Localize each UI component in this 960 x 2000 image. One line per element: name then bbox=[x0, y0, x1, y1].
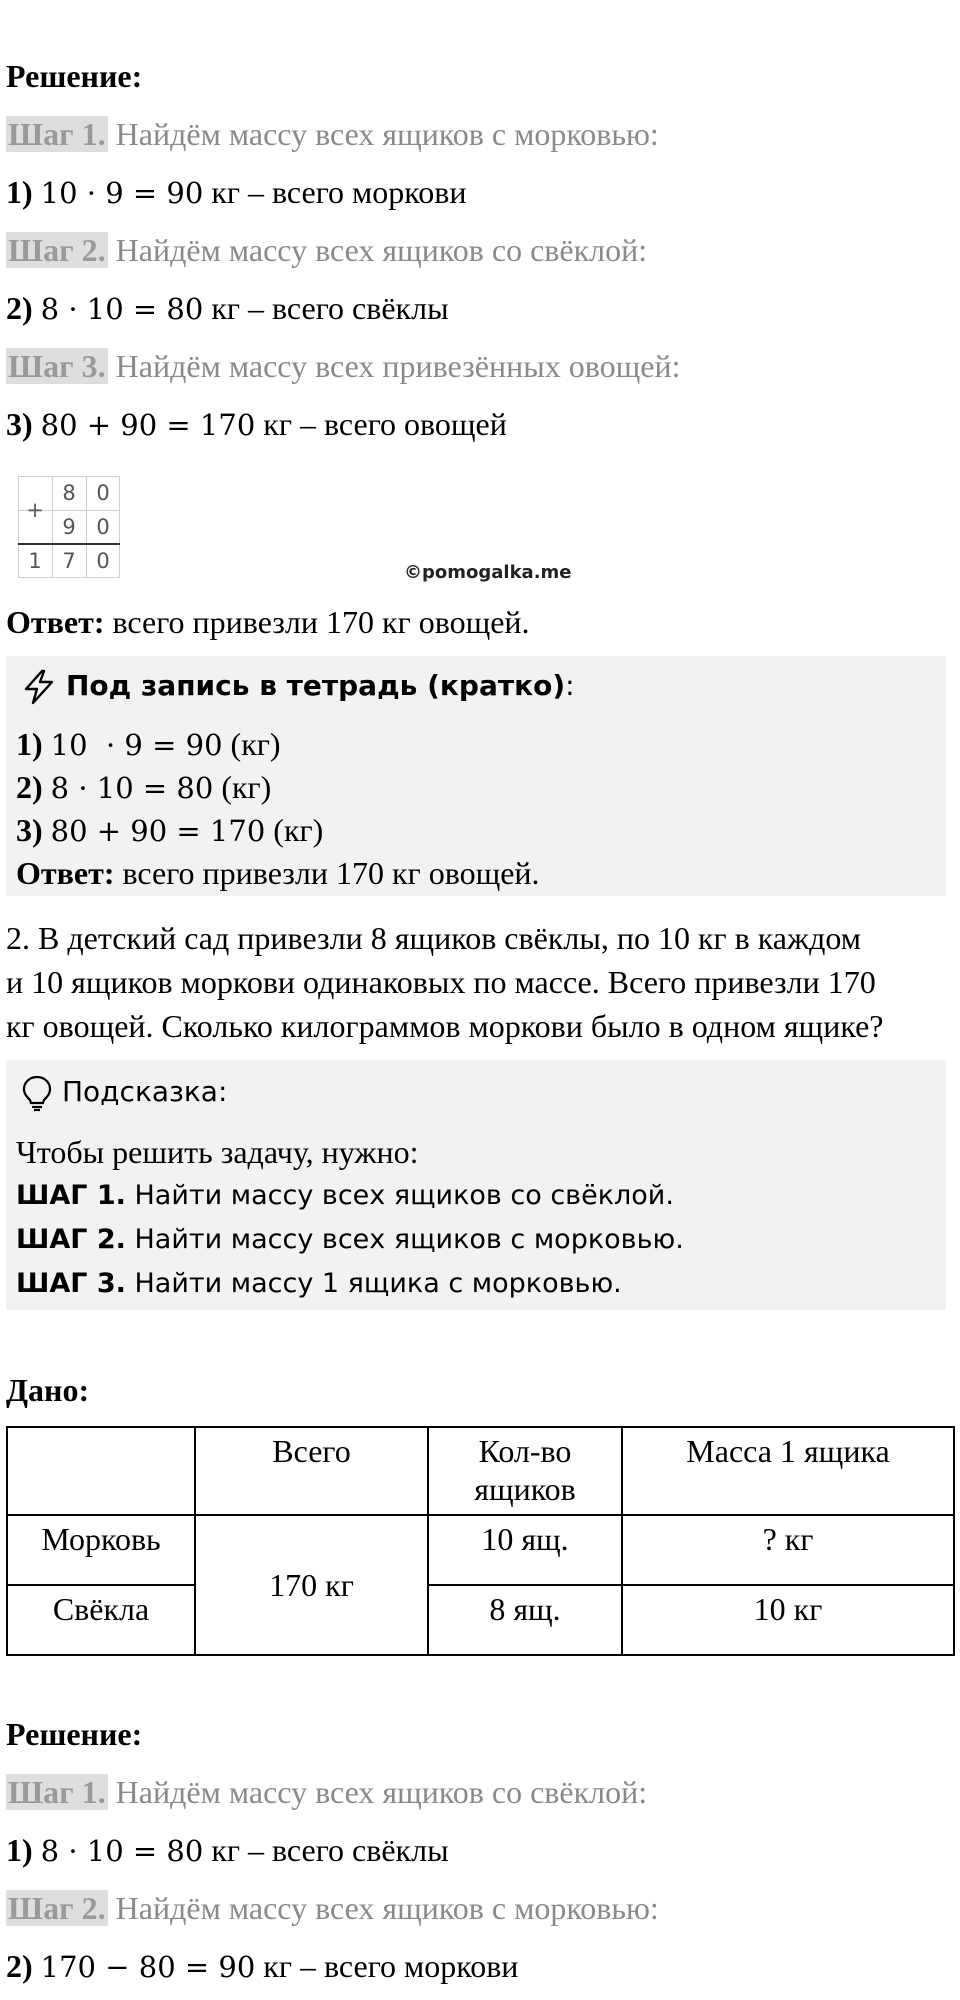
calc-unit: кг – всего овощей bbox=[263, 406, 507, 442]
answer-text: всего привезли 170 кг овощей. bbox=[122, 855, 540, 891]
notebook-box bbox=[6, 656, 946, 896]
table-row bbox=[7, 1585, 954, 1655]
step-text: Найдём массу всех ящиков со свёклой: bbox=[115, 1774, 648, 1810]
calc-line-3 bbox=[6, 404, 507, 445]
lightbulb-icon bbox=[20, 1074, 54, 1112]
grid-line bbox=[119, 476, 120, 578]
hint-step-text: Найти массу всех ящиков с морковью. bbox=[134, 1224, 684, 1255]
table-cell-total: 170 кг bbox=[195, 1515, 428, 1655]
problem-line-3: кг овощей. Сколько килограммов моркови было в одном ящике? bbox=[6, 1008, 884, 1044]
step-label: Шаг 2. bbox=[8, 1890, 106, 1926]
notebook-title-suffix: : bbox=[565, 669, 575, 702]
answer-label: Ответ: bbox=[16, 855, 115, 891]
lightning-icon bbox=[20, 669, 58, 705]
hint-step-label: ШАГ 1. bbox=[16, 1180, 126, 1211]
problem-line-2: и 10 ящиков моркови одинаковых по массе. Всего привезли 170 bbox=[6, 964, 876, 1000]
calc-unit: (кг) bbox=[230, 726, 281, 762]
calc-expression: 8 · 10 = 80 bbox=[50, 771, 214, 805]
digit: 0 bbox=[96, 481, 110, 505]
solution-heading: Решение: bbox=[6, 1716, 143, 1752]
calc-unit: кг – всего моркови bbox=[263, 1948, 519, 1984]
notebook-title-text: Под запись в тетрадь (кратко) bbox=[66, 669, 566, 702]
problem-line-1: 2. В детский сад привезли 8 ящиков свёклы, по 10 кг в каждом bbox=[6, 920, 862, 956]
calc-number: 2) bbox=[6, 290, 33, 326]
hint-step-text: Найти массу всех ящиков со свёклой. bbox=[134, 1180, 674, 1211]
step-text: Найдём массу всех привезённых овощей: bbox=[115, 348, 681, 384]
calc-unit: кг – всего свёклы bbox=[211, 290, 449, 326]
calc-number: 3) bbox=[16, 812, 43, 848]
notebook-line-3 bbox=[16, 810, 323, 851]
step-label: Шаг 3. bbox=[8, 348, 106, 384]
hint-step-text: Найти массу 1 ящика с морковью. bbox=[134, 1268, 622, 1299]
calc-line-2 bbox=[6, 1946, 518, 1987]
answer-label: Ответ: bbox=[6, 604, 105, 640]
calc-expression: 8 · 10 = 80 bbox=[40, 1834, 204, 1868]
calc-number: 1) bbox=[6, 1832, 33, 1868]
step-label: Шаг 1. bbox=[8, 116, 106, 152]
calc-unit: (кг) bbox=[221, 769, 272, 805]
step-2-line bbox=[6, 1888, 659, 1928]
step-2-line bbox=[6, 230, 647, 270]
table-cell: 10 кг bbox=[622, 1585, 954, 1655]
calc-line-1 bbox=[6, 172, 466, 213]
calc-unit: кг – всего свёклы bbox=[211, 1832, 449, 1868]
given-heading: Дано: bbox=[6, 1372, 90, 1408]
digit: 1 bbox=[28, 549, 42, 573]
digit: 0 bbox=[96, 515, 110, 539]
hint-step-1 bbox=[16, 1176, 674, 1216]
table-cell: 8 ящ. bbox=[428, 1585, 622, 1655]
notebook-line-1 bbox=[16, 724, 281, 765]
answer-text: всего привезли 170 кг овощей. bbox=[112, 604, 530, 640]
watermark: ©pomogalka.me bbox=[404, 562, 572, 583]
calc-expression: 80 + 90 = 170 bbox=[40, 408, 256, 442]
step-text: Найдём массу всех ящиков с морковью: bbox=[115, 116, 659, 152]
step-label: Шаг 2. bbox=[8, 232, 106, 268]
hint-intro: Чтобы решить задачу, нужно: bbox=[16, 1134, 419, 1170]
calc-line-2 bbox=[6, 288, 449, 329]
table-cell: Морковь bbox=[7, 1515, 195, 1585]
step-text: Найдём массу всех ящиков с морковью: bbox=[115, 1890, 659, 1926]
hint-step-3 bbox=[16, 1264, 622, 1304]
step-1-line bbox=[6, 1772, 647, 1812]
table-cell: Свёкла bbox=[7, 1585, 195, 1655]
notebook-box-title bbox=[20, 668, 575, 705]
hint-step-label: ШАГ 2. bbox=[16, 1224, 126, 1255]
hint-step-label: ШАГ 3. bbox=[16, 1268, 126, 1299]
step-label: Шаг 1. bbox=[8, 1774, 106, 1810]
digit: 7 bbox=[62, 549, 76, 573]
table-header-cell bbox=[7, 1427, 195, 1515]
notebook-line-2 bbox=[16, 767, 271, 808]
table-header-cell: Масса 1 ящика bbox=[622, 1427, 954, 1515]
calc-line-1 bbox=[6, 1830, 449, 1871]
calc-expression: 10 · 9 = 90 bbox=[50, 728, 223, 762]
calc-number: 1) bbox=[16, 726, 43, 762]
table-header-cell: Всего bbox=[195, 1427, 428, 1515]
step-1-line bbox=[6, 114, 659, 154]
digit: 0 bbox=[96, 549, 110, 573]
notebook-answer bbox=[16, 853, 540, 893]
calc-expression: 80 + 90 = 170 bbox=[50, 814, 266, 848]
calc-number: 1) bbox=[6, 174, 33, 210]
hint-box bbox=[6, 1060, 946, 1310]
solution-heading: Решение: bbox=[6, 58, 143, 94]
table-cell: ? кг bbox=[622, 1515, 954, 1585]
calc-number: 2) bbox=[16, 769, 43, 805]
answer-line bbox=[6, 602, 530, 642]
grid-line bbox=[18, 577, 120, 578]
hint-box-title bbox=[20, 1074, 227, 1112]
calc-expression: 8 · 10 = 80 bbox=[40, 292, 204, 326]
given-table bbox=[6, 1426, 955, 1656]
step-3-line bbox=[6, 346, 680, 386]
calc-unit: кг – всего моркови bbox=[211, 174, 467, 210]
digit: 8 bbox=[62, 481, 76, 505]
calc-unit: (кг) bbox=[273, 812, 324, 848]
table-header-row bbox=[7, 1427, 954, 1515]
digit: 9 bbox=[62, 515, 76, 539]
hint-step-2 bbox=[16, 1220, 684, 1260]
table-row bbox=[7, 1515, 954, 1585]
column-addition bbox=[18, 476, 120, 578]
calc-expression: 170 − 80 = 90 bbox=[40, 1950, 256, 1984]
table-header-cell: Кол-во ящиков bbox=[428, 1427, 622, 1515]
step-text: Найдём массу всех ящиков со свёклой: bbox=[115, 232, 648, 268]
plus-sign: + bbox=[26, 498, 44, 522]
calc-expression: 10 · 9 = 90 bbox=[40, 176, 204, 210]
calc-number: 3) bbox=[6, 406, 33, 442]
hint-title-text: Подсказка: bbox=[62, 1075, 228, 1108]
table-cell: 10 ящ. bbox=[428, 1515, 622, 1585]
calc-number: 2) bbox=[6, 1948, 33, 1984]
